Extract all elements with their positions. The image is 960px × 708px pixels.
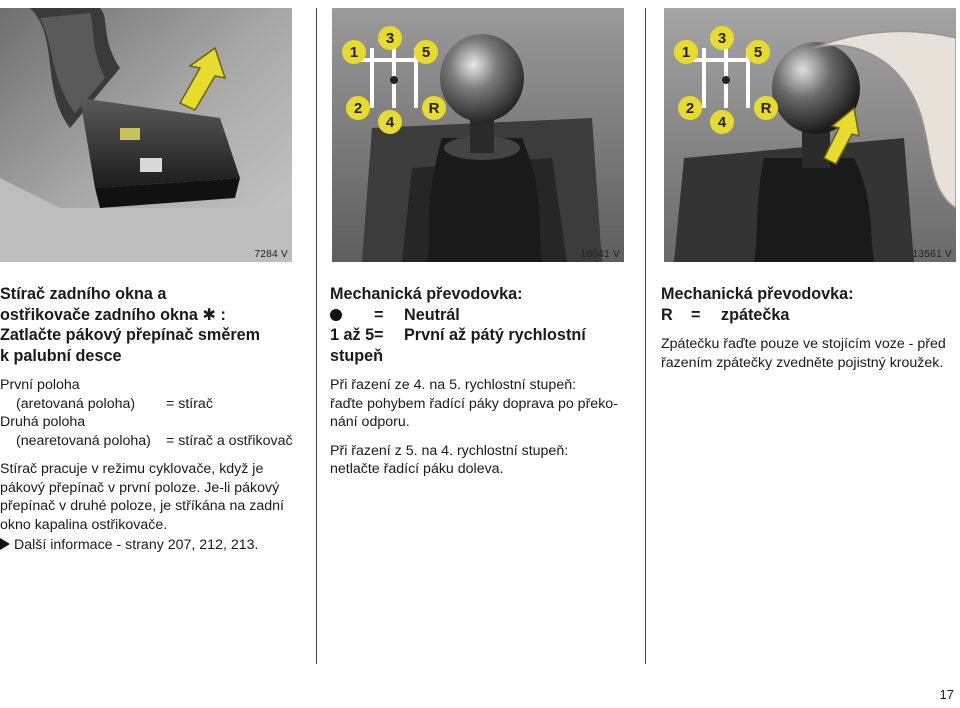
definition-row xyxy=(661,305,957,326)
column-divider-1 xyxy=(316,8,317,664)
position-value: = stírač xyxy=(166,395,213,412)
gear-label-5: 5 xyxy=(753,44,763,61)
play-arrow-icon xyxy=(0,538,10,550)
definition-value: stupeň xyxy=(330,346,384,365)
heading-title: Mechanická převodovka: xyxy=(330,285,523,303)
equals-sign: = xyxy=(691,305,701,324)
text-line: okno kapalina ostřikovače. xyxy=(0,516,168,533)
definition-row xyxy=(330,325,626,346)
column-manual-gearbox xyxy=(330,284,626,479)
definition-row xyxy=(330,305,626,326)
heading-title: Mechanická převodovka: xyxy=(661,285,854,303)
heading-line: Zatlačte pákový přepínač směrem xyxy=(0,326,261,344)
equals-sign: = xyxy=(374,326,384,344)
text-line: přepínač v druhé poloze, je stříkána na zadní xyxy=(0,498,284,514)
definition-key: 1 až 5 xyxy=(330,326,375,344)
gear-label-2: 2 xyxy=(685,100,695,117)
text-line: Při řazení ze 4. na 5. rychlostní stupeň: xyxy=(330,377,577,393)
definition-value: zpátečka xyxy=(721,305,790,324)
gear-label-4: 4 xyxy=(717,114,727,131)
gear-label-r: R xyxy=(428,100,440,117)
equals-sign: = xyxy=(374,305,384,324)
body-paragraph xyxy=(661,335,957,372)
text-line: pákový přepínač v první poloze. Je-li pákový xyxy=(0,479,280,496)
body-paragraph xyxy=(0,460,296,534)
heading-line: k palubní desce xyxy=(0,346,122,365)
text-line: nání odporu. xyxy=(330,414,410,430)
position-title: Druhá poloha xyxy=(0,414,86,430)
gear-label-4: 4 xyxy=(385,114,395,131)
definition-value: První až pátý rychlostní xyxy=(404,326,586,344)
photo-wiper-switch xyxy=(0,8,292,262)
body-paragraph xyxy=(330,442,626,479)
definition-key: R xyxy=(661,305,673,324)
position-label: (aretovaná poloha) xyxy=(16,395,136,412)
gear-label-1: 1 xyxy=(349,44,359,61)
photo-gear-shift xyxy=(332,8,624,262)
text-line: řaďte pohybem řadící páky doprava po překo- xyxy=(330,395,618,412)
column-rear-wiper xyxy=(0,284,296,534)
section-heading xyxy=(330,284,626,366)
page-number: 17 xyxy=(939,687,954,702)
image-code: 13561 V xyxy=(912,249,952,260)
position-definition xyxy=(0,395,296,414)
section-heading xyxy=(0,284,296,366)
photo-reverse-gear xyxy=(664,8,956,262)
gear-label-5: 5 xyxy=(421,44,431,61)
text-line: Při řazení z 5. na 4. rychlostní stupeň: xyxy=(330,442,569,459)
gear-label-r: R xyxy=(760,100,772,117)
image-code: 7284 V xyxy=(254,249,288,260)
column-reverse-gear xyxy=(661,284,957,372)
heading-line: ostřikovače zadního okna ✱ : xyxy=(0,305,226,324)
section-heading xyxy=(661,284,957,325)
position-label: (nearetovaná poloha) xyxy=(16,432,151,449)
heading-line: Stírač zadního okna a xyxy=(0,285,167,303)
more-info-text: Další informace - strany 207, 212, 213. xyxy=(14,537,259,553)
position-list xyxy=(0,376,296,450)
gear-label-3: 3 xyxy=(385,30,395,47)
text-line: Stírač pracuje v režimu cyklovače, když je xyxy=(0,461,264,477)
definition-row-continued xyxy=(330,346,626,367)
position-title: První poloha xyxy=(0,377,80,393)
column-divider-2 xyxy=(645,8,646,664)
gear-label-2: 2 xyxy=(353,100,363,117)
body-paragraph xyxy=(330,376,626,432)
text-line: netlačte řadící páku doleva. xyxy=(330,461,504,477)
gear-label-3: 3 xyxy=(717,30,727,47)
gear-label-1: 1 xyxy=(681,44,691,61)
text-line: Zpátečku řaďte pouze ve stojícím voze - před xyxy=(661,336,946,352)
more-info-link[interactable] xyxy=(0,537,258,553)
neutral-bullet-icon xyxy=(330,309,342,321)
image-code: 10041 V xyxy=(580,249,620,260)
text-line: řazením zpátečky zvedněte pojistný kroužek. xyxy=(661,354,944,371)
position-definition xyxy=(0,432,296,451)
position-value: = stírač a ostřikovač xyxy=(166,432,293,449)
definition-value: Neutrál xyxy=(404,305,460,324)
